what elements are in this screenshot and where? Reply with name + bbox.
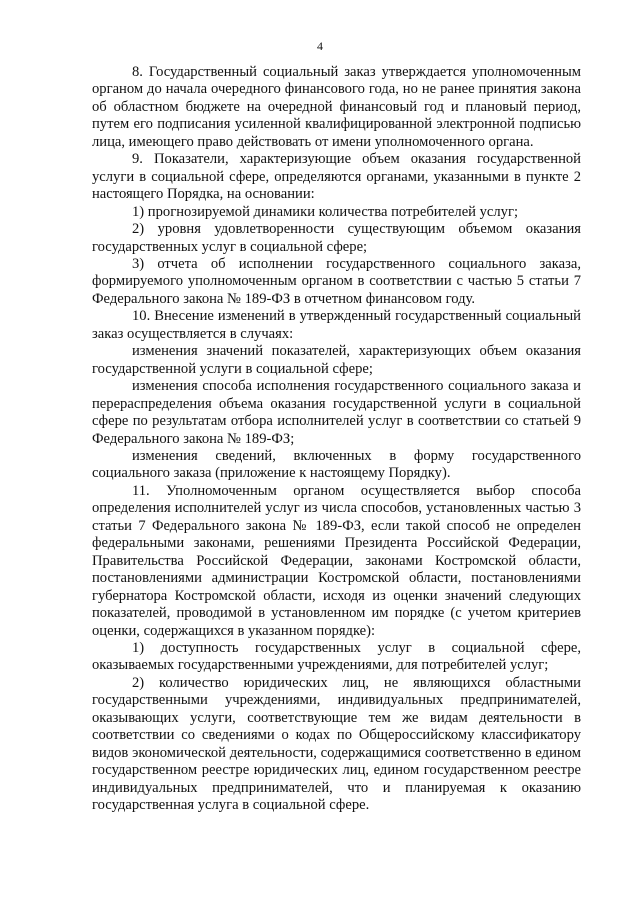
page-number: 4 [317, 39, 323, 53]
paragraph-10-case-3: изменения сведений, включенных в форму государственного социального заказа (приложение к настоящему Порядку). [92, 447, 581, 482]
paragraph-11: 11. Уполномоченным органом осуществляется выбор способа определения исполнителей услуг из числа способов, установленных частью 3 статьи 7 Федерального закона № 189-ФЗ, если такой способ не определен федеральными законами, решениями Президента Российской Федерации, Правительства Российской Федерации, законами Костромской области, постановлениями администрации Костромской области, постановлениями губернатора Костромской области, исходя из оценки значений следующих показателей, проводимой в установленном им порядке (с учетом критериев оценки, содержащихся в указанном порядке): [92, 482, 581, 639]
paragraph-9: 9. Показатели, характеризующие объем оказания государственной услуги в социальной сфере, определяются органами, указанными в пункте 2 настоящего Порядка, на основании: [92, 151, 581, 203]
paragraph-11-item-2: 2) количество юридических лиц, не являющихся областными государственными учреждениями, индивидуальных предпринимателей, оказывающих услуги, соответствующие тем же видам деятельности в соответствии со сведениями о кодах по Общероссийскому классификатору видов экономической деятельности, содержащимися соответственно в едином государственном реестре юридических лиц, едином государственном реестре индивидуальных предпринимателей, что и планируемая к оказанию государственная услуга в социальной сфере. [92, 674, 581, 814]
paragraph-9-item-1: 1) прогнозируемой динамики количества потребителей услуг; [132, 203, 519, 220]
paragraph-10-case-2: изменения способа исполнения государственного социального заказа и перераспределения объема оказания государственной услуги в социальной сфере по результатам отбора исполнителей услуг в соответствии со статьей 9 Федерального закона № 189-ФЗ; [92, 378, 581, 447]
paragraph-10-case-1: изменения значений показателей, характеризующих объем оказания государственной услуги в социальной сфере; [92, 343, 581, 377]
paragraph-10: 10. Внесение изменений в утвержденный государственный социальный заказ осуществляется в случаях: [92, 308, 581, 342]
paragraph-9-item-2: 2) уровня удовлетворенности существующим объемом оказания государственных услуг в социальной сфере; [92, 221, 581, 255]
paragraph-11-item-1: 1) доступность государственных услуг в социальной сфере, оказываемых государственными учреждениями, для потребителей услуг; [92, 639, 581, 674]
paragraph-8: 8. Государственный социальный заказ утверждается уполномоченным органом до начала очередного финансового года, но не ранее принятия закона об областном бюджете на очередной финансовый год и плановый период, путем его подписания усиленной квалифицированной электронной подписью лица, имеющего право действовать от имени уполномоченного органа. [92, 64, 581, 150]
document-body [92, 64, 581, 814]
paragraph-9-item-3: 3) отчета об исполнении государственного социального заказа, формируемого уполномоченным органом в соответствии с частью 5 статьи 7 Федерального закона № 189-ФЗ в отчетном финансовом году. [92, 255, 581, 307]
